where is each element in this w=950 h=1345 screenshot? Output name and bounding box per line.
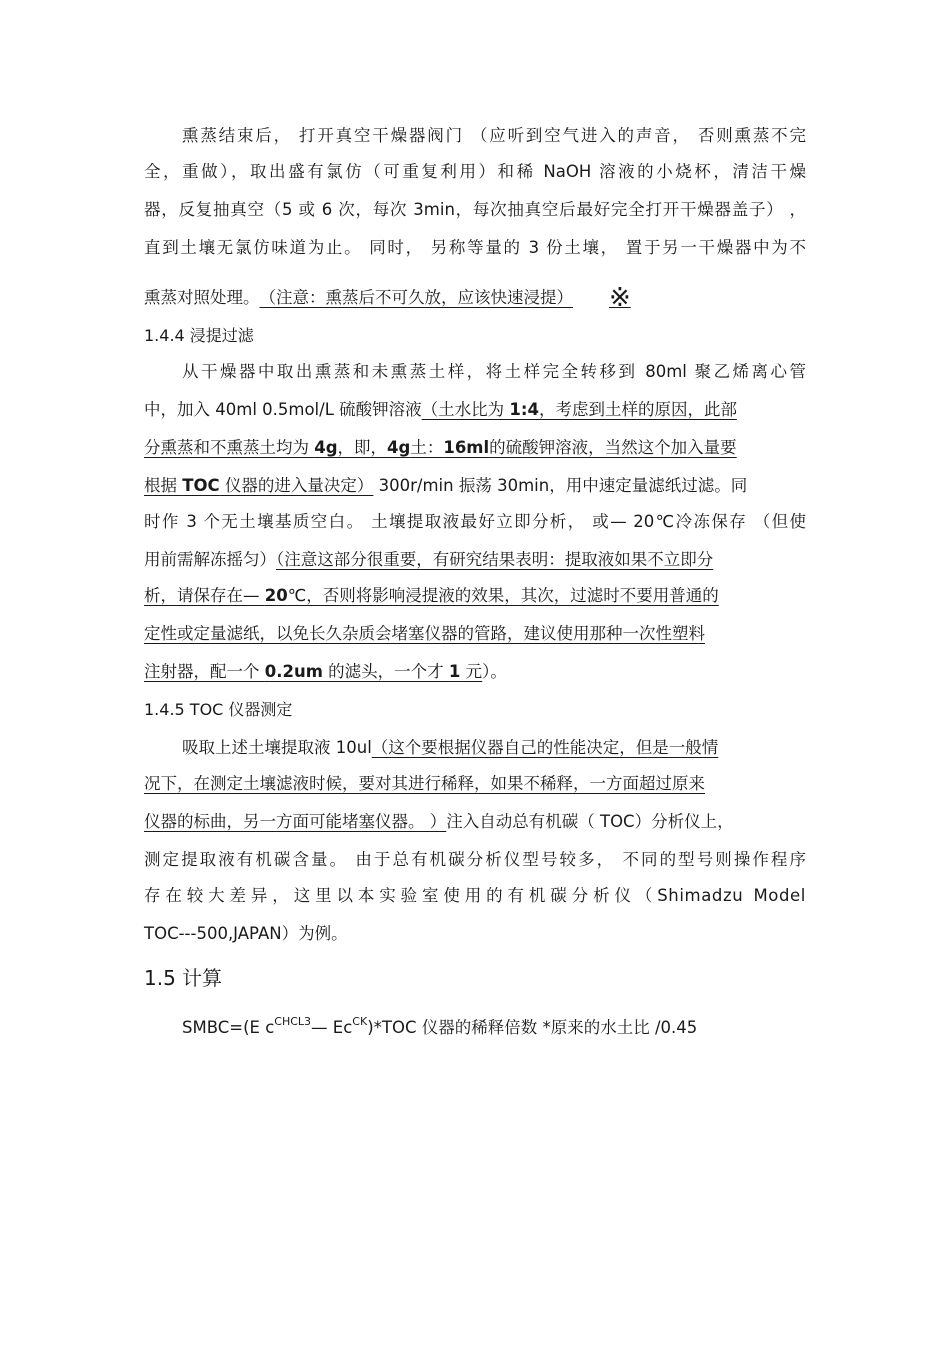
- formula-superscript: CK: [352, 1015, 368, 1028]
- text-run: 的硫酸钾溶液，当然这个加入量要: [489, 438, 737, 457]
- formula-text: SMBC=(E c: [182, 1018, 275, 1037]
- underlined-note: （注意这部分很重要，有研究结果表明：提取液如果不立即分: [276, 550, 714, 569]
- paragraph-line: [144, 510, 806, 534]
- paragraph-line: [144, 922, 806, 946]
- paragraph-line: [182, 736, 806, 760]
- formula-text: — Ec: [311, 1018, 353, 1037]
- text-run: 吸取上述土壤提取液 10ul: [182, 738, 372, 757]
- text-run: ）。: [482, 662, 507, 681]
- text-run: 4g: [387, 438, 411, 457]
- paragraph-line: [144, 584, 806, 608]
- text-run: 土：: [410, 438, 444, 457]
- text-run: 1: [448, 662, 461, 681]
- text-run: 根据: [144, 476, 183, 495]
- text-run: 4g: [314, 438, 338, 457]
- paragraph-line: [144, 660, 806, 684]
- text-run: 的滤头，一个才: [322, 662, 449, 681]
- text-run: （土水比为: [421, 400, 510, 419]
- underlined-note: 况下，在测定土壤滤液时候，要对其进行稀释，如果不稀释，一方面超过原来: [144, 774, 705, 793]
- underlined-note: [259, 283, 672, 313]
- paragraph-line: [144, 436, 806, 460]
- underlined-note: （这个要根据仪器自己的性能决定，但是一般情: [371, 738, 719, 757]
- text-run: 存在较大差异，这里以本实验室使用的有机碳分析仪（Shimadzu Model: [144, 886, 806, 905]
- text-run: 注入自动总有机碳（ TOC）分析仪上，: [446, 812, 734, 831]
- paragraph-line: [144, 810, 806, 834]
- underlined-note: [144, 586, 719, 605]
- paragraph-line: [144, 160, 806, 184]
- paragraph-line: [144, 198, 806, 222]
- text-run: ，即，: [337, 438, 388, 457]
- underlined-note: 仪器的标曲，另一方面可能堵塞仪器。 ）: [144, 812, 447, 831]
- paragraph-line: [144, 884, 806, 908]
- paragraph-line: [144, 772, 806, 796]
- underlined-note: [144, 476, 373, 495]
- paragraph-line: [144, 236, 806, 260]
- underlined-note: [422, 400, 737, 419]
- text-run: 器，反复抽真空（5 或 6 次，每次 3min，每次抽真空后最好完全打开干燥器盖子） ，: [144, 200, 806, 219]
- underlined-note: 定性或定量滤纸，以免长久杂质会堵塞仪器的管路，建议使用那种一次性塑料: [144, 624, 705, 643]
- text-run: 元: [460, 662, 483, 681]
- section-heading: 1.4.5 TOC 仪器测定: [144, 700, 293, 719]
- text-run: 用前需解冻摇匀）: [144, 550, 276, 569]
- paragraph-line: [144, 848, 806, 872]
- text-run: 全，重做），取出盛有氯仿（可重复利用）和稀 NaOH 溶液的小烧杯，清洁干燥: [144, 162, 806, 181]
- paragraph-line: [182, 360, 806, 384]
- text-run: ，考虑到土样的原因，此部: [538, 400, 737, 419]
- text-run: ℃，否则将影响浸提液的效果，其次，过滤时不要用普通的: [287, 586, 719, 605]
- section-heading: 1.4.4 浸提过滤: [144, 326, 254, 345]
- formula-superscript: CHCL3: [274, 1015, 312, 1028]
- text-run: 析，请保存在—: [144, 586, 265, 605]
- paragraph-line: [144, 622, 806, 646]
- formula-text: )*TOC 仪器的稀释倍数 *原来的水土比 /0.45: [367, 1018, 698, 1037]
- text-run: 熏蒸结束后， 打开真空干燥器阀门 （应听到空气进入的声音， 否则熏蒸不完: [182, 126, 806, 145]
- text-run: 仪器的进入量决定）: [219, 476, 374, 495]
- paragraph-line: [182, 124, 806, 148]
- paragraph-line: [144, 474, 806, 498]
- text-run: 20: [264, 586, 288, 605]
- paragraph-line: [144, 548, 806, 572]
- section-heading: 1.5 计算: [144, 966, 223, 990]
- text-run: 分熏蒸和不熏蒸土均为: [144, 438, 315, 457]
- underlined-note: [144, 438, 737, 457]
- paragraph-line: [144, 398, 806, 422]
- formula: [182, 1010, 806, 1040]
- text-run: 测定提取液有机碳含量。 由于总有机碳分析仪型号较多， 不同的型号则操作程序: [144, 850, 806, 869]
- text-run: TOC: [182, 476, 220, 495]
- reference-mark: ※: [609, 283, 631, 313]
- text-run: 1:4: [509, 400, 539, 419]
- text-run: 中，加入 40ml 0.5mol/L 硫酸钾溶液: [144, 400, 422, 419]
- text-run: 直到土壤无氯仿味道为止。 同时， 另称等量的 3 份土壤， 置于另一干燥器中为不: [144, 238, 806, 257]
- text-run: 时作 3 个无土壤基质空白。 土壤提取液最好立即分析， 或— 20℃冷冻保存 （但使: [144, 512, 806, 531]
- text-run: TOC---500,JAPAN）为例。: [144, 924, 348, 943]
- text-run: 从干燥器中取出熏蒸和未熏蒸土样，将土样完全转移到 80ml 聚乙烯离心管: [182, 362, 806, 381]
- text-run: 熏蒸对照处理。: [144, 288, 260, 307]
- underlined-note: [144, 662, 482, 681]
- text-run: 注射器，配一个: [144, 662, 265, 681]
- text-run: 16ml: [443, 438, 490, 457]
- text-run: （注意：熏蒸后不可久放，应该快速浸提）: [259, 288, 573, 307]
- paragraph-line: [144, 283, 806, 313]
- text-run: 0.2um: [264, 662, 323, 681]
- text-run: 300r/min 振荡 30min，用中速定量滤纸过滤。同: [373, 476, 748, 495]
